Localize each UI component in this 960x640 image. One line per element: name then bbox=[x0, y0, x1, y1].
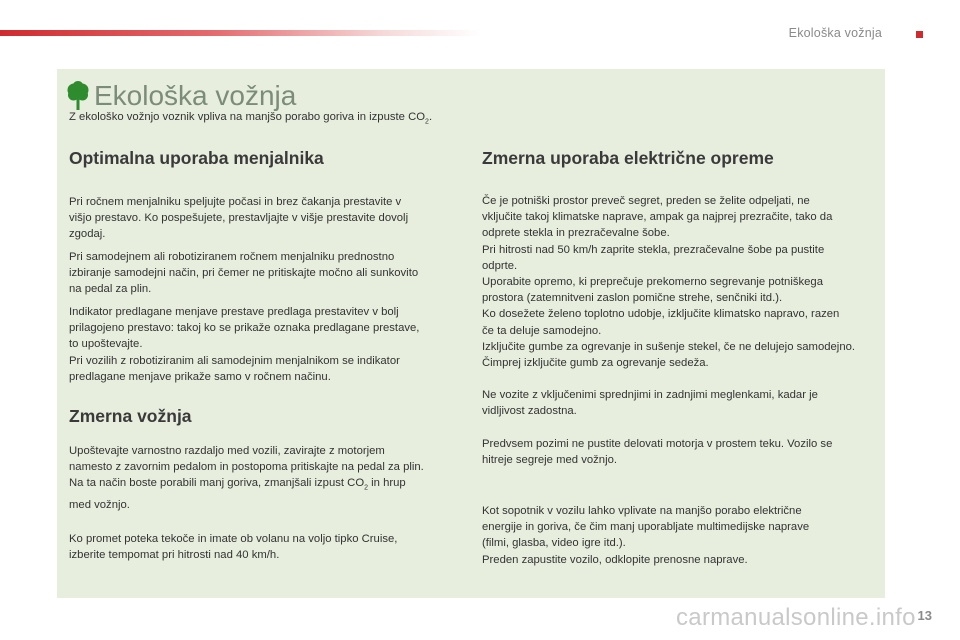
paragraph: Upoštevajte varnostno razdaljo med vozili, zavirajte z motorjem namesto z zavornim pedalom in postopoma pritiskajte na pedal za plin. Na ta način boste porabili manj goriva, zmanjšali izpust $CO_2$ in hrup med vožnjo. bbox=[69, 445, 424, 511]
header-title: Ekološka vožnja bbox=[788, 26, 882, 40]
page-number: 13 bbox=[917, 608, 932, 623]
paragraph: Pri ročnem menjalniku speljujte počasi in brez čakanja prestavite v višjo prestavo. Ko pospešujete, prestavljajte v višje prestavite dovolj zgodaj. bbox=[69, 196, 409, 241]
paragraph: Pri samodejnem ali robotiziranem ročnem menjalniku prednostno izbiranje samodejni način, pri čemer ne pritiskajte močno ali sunkovito na pedal za plin. bbox=[69, 251, 419, 296]
intro-text: Z ekološko vožnjo voznik vpliva na manjšo porabo goriva in izpuste $CO_2$. bbox=[69, 111, 433, 126]
paragraph: Ne vozite z vključenimi sprednjimi in zadnjimi meglenkami, kadar je vidljivost zadostna. bbox=[482, 389, 818, 418]
paragraph: Če je potniški prostor preveč segret, preden se želite odpeljati, ne vključite takoj klimatske naprave, ampak ga najprej prezračite, tako da odprete stekla in prezračevalne šobe. Pri hitrosti nad 50 km/h zaprite stekla, prezračevalne šobe pa pustite odprte. Uporabite opremo, ki preprečuje prekomerno segrevanje potniškega prostora (zatemnitveni zaslon pomične strehe, senčniki itd.). Ko dosežete želeno toplotno udobje, izključite klimatsko napravo, razen če ta deluje samodejno. Izključite gumbe za ogrevanje in sušenje stekel, če ne delujejo samodejno. Čimprej izključite gumb za ogrevanje sedeža. bbox=[482, 195, 856, 370]
paragraph: Predvsem pozimi ne pustite delovati motorja v prostem teku. Vozilo se hitreje segreje med vožnjo. bbox=[482, 438, 833, 467]
tree-icon bbox=[66, 81, 90, 111]
heading-optimal-gearbox: Optimalna uporaba menjalnika bbox=[69, 148, 324, 168]
paragraph: Kot sopotnik v vozilu lahko vplivate na manjšo porabo električne energije in goriva, če čim manj uporabljate multimedijske naprave (filmi, glasba, video igre itd.). Preden zapustite vozilo, odklopite prenosne naprave. bbox=[482, 505, 810, 566]
heading-moderate-driving: Zmerna vožnja bbox=[69, 406, 192, 426]
header-accent-bar bbox=[0, 30, 480, 36]
paragraph: Indikator predlagane menjave prestave predlaga prestavitev v bolj prilagojeno prestavo: takoj ko se prikaže oznaka predlagane prestave, to upoštevajte. Pri vozilih z robotiziranim ali samodejnim menjalnikom se indikator predlagane menjave prikaže samo v ročnem načinu. bbox=[69, 306, 420, 383]
paragraph: Ko promet poteka tekoče in imate ob volanu na voljo tipko Cruise, izberite tempomat pri hitrosti nad 40 km/h. bbox=[69, 533, 398, 562]
watermark: carmanualsonline.info bbox=[676, 604, 916, 631]
page-title-text: Ekološka vožnja bbox=[94, 80, 297, 111]
page-title bbox=[66, 78, 296, 114]
heading-electrical-equipment: Zmerna uporaba električne opreme bbox=[482, 148, 774, 168]
header-marker bbox=[916, 31, 923, 38]
